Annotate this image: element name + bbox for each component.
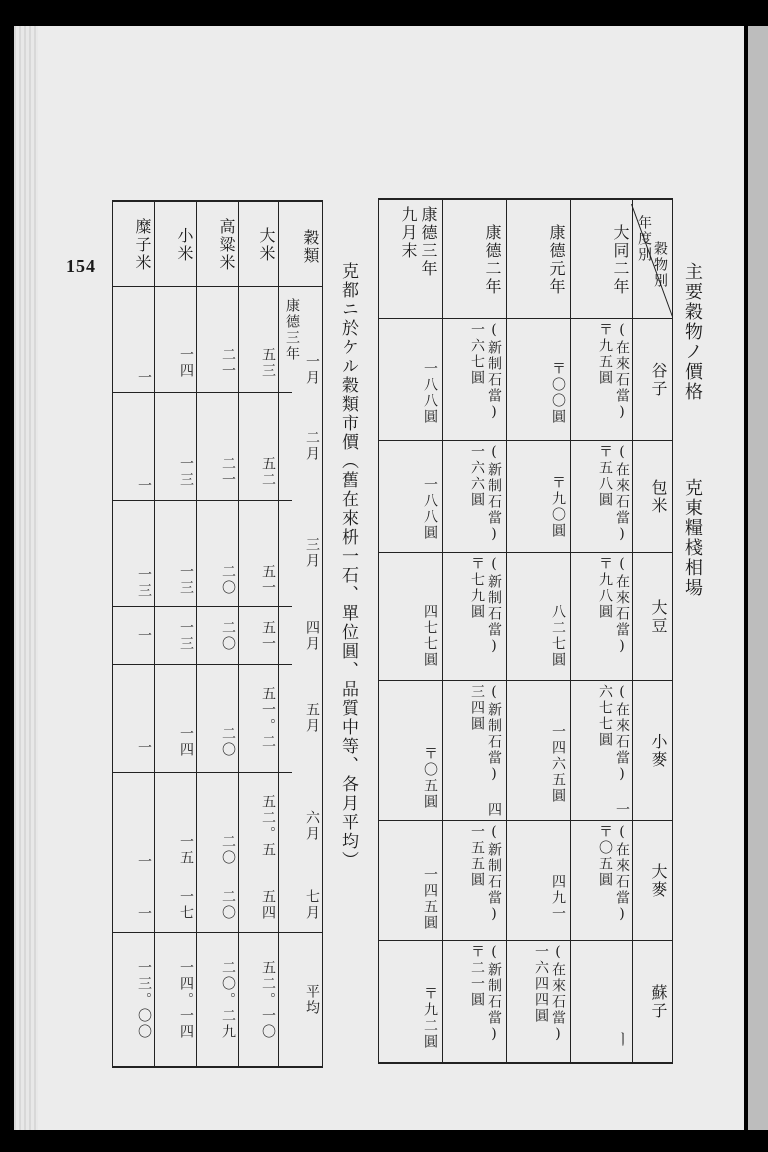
column-header: 小麥 — [649, 733, 668, 769]
price-cell: 一四。一四 — [178, 960, 194, 1040]
price-cell: 五二 — [260, 456, 276, 488]
grain-label: 高粱米 — [217, 218, 236, 272]
column-header: 蘇子 — [649, 984, 668, 1020]
price-cell: (新制石當) 一五五圓 — [469, 824, 502, 924]
row-label: 康德元年 — [547, 224, 566, 296]
column-header: 包米 — [649, 479, 668, 515]
market-price-caption: 克都ニ於ケル穀類市價（舊在來枡一石、單位圓、品質中等、各月平均） — [338, 262, 358, 870]
month-header: 二月 — [304, 430, 320, 462]
month-header: 一月 — [304, 354, 320, 386]
month-header: 六月 — [304, 810, 320, 842]
grain-type-header: 穀類 — [301, 229, 320, 265]
price-cell: 一五 — [178, 834, 194, 866]
price-cell: (新制石當) 四三四圓 — [469, 684, 502, 818]
price-cell: 二〇 — [220, 726, 236, 758]
price-cell: 五二。一〇 — [260, 960, 276, 1040]
price-cell: (新制石當) 一六六圓 — [469, 444, 502, 544]
price-cell: 〒〇〇圓 — [550, 361, 566, 425]
page-number: 154 — [66, 256, 96, 276]
row-label: 康德二年 — [483, 224, 502, 296]
price-cell: (在來石當) 一六四四圓 — [533, 944, 566, 1044]
month-header: 五月 — [304, 702, 320, 734]
price-cell: 二〇 — [220, 889, 236, 921]
price-cell: 一 — [136, 370, 152, 386]
price-cell: 一四五圓 — [422, 867, 438, 931]
month-header: 七月 — [304, 889, 320, 921]
price-cell: 一七 — [178, 889, 194, 921]
price-cell: (新制石當) 〒七九圓 — [469, 556, 502, 656]
price-cell: 五二。五 — [260, 794, 276, 858]
price-cell: 一 — [136, 628, 152, 644]
price-cell: 二〇 — [220, 564, 236, 596]
grain-label: 糜子米 — [133, 218, 152, 272]
month-header: 三月 — [304, 537, 320, 569]
column-header: 谷子 — [649, 362, 668, 398]
price-cell: 一三。〇〇 — [136, 960, 152, 1040]
price-cell: 一四六五圓 — [550, 724, 566, 804]
price-cell: 一 — [136, 854, 152, 870]
price-cell: 〒九〇圓 — [550, 475, 566, 539]
row-label: 康德三年 九月末 — [399, 206, 438, 278]
price-cell: 五一 — [260, 564, 276, 596]
corner-year-label: 年度別 — [636, 215, 652, 263]
binding-edge — [14, 26, 38, 1130]
price-cell: (新制石當) 一六七圓 — [469, 322, 502, 422]
price-cell: (在來石當) 〒九五圓 — [597, 322, 630, 422]
month-header: 平均 — [304, 984, 320, 1016]
price-cell: 一四 — [178, 347, 194, 379]
price-cell: 五三 — [260, 347, 276, 379]
price-cell: 〒九二圓 — [422, 986, 438, 1050]
month-header: 四月 — [304, 620, 320, 652]
column-header: 大麥 — [649, 863, 668, 899]
price-cell: 二一 — [220, 456, 236, 488]
price-cell: (在來石當) 〒九八圓 — [597, 556, 630, 656]
price-cell: 一 — [136, 906, 152, 922]
price-cell: 二〇 — [220, 620, 236, 652]
price-cell: 一三 — [136, 567, 152, 599]
price-cell: 五一。二 — [260, 686, 276, 750]
price-cell: 二〇。二九 — [220, 960, 236, 1040]
price-cell: (在來石當) 一六七七圓 — [597, 684, 630, 818]
price-cell: 一八八圓 — [422, 361, 438, 425]
price-cell: 一四 — [178, 726, 194, 758]
price-cell: 〒〇五圓 — [422, 746, 438, 810]
price-cell: 一 — [136, 478, 152, 494]
row-label: 大同二年 — [611, 224, 630, 296]
grain-label: 大米 — [257, 227, 276, 263]
price-cell: (新制石當) 〒二一圓 — [469, 944, 502, 1044]
price-cell: 五四 — [260, 889, 276, 921]
price-cell: 八二七圓 — [550, 604, 566, 668]
price-cell: 一三 — [178, 620, 194, 652]
price-cell: 四七七圓 — [422, 604, 438, 668]
next-page-edge — [748, 26, 768, 1130]
price-cell: (在來石當) 〒五八圓 — [597, 444, 630, 544]
price-cell: 二〇 — [220, 834, 236, 866]
price-cell: 一八八圓 — [422, 477, 438, 541]
year-header: 康德三年 — [284, 298, 300, 362]
grain-label: 小米 — [175, 227, 194, 263]
price-cell: (在來石當) 〒〇五圓 — [597, 824, 630, 924]
price-cell: 一三 — [178, 456, 194, 488]
price-cell: 二一 — [220, 347, 236, 379]
sub-title: 克東糧棧相場 — [682, 478, 703, 598]
price-cell: ㅣ — [614, 1032, 630, 1048]
corner-grain-label: 穀物別 — [652, 241, 668, 289]
price-cell: 一三 — [178, 564, 194, 596]
price-cell: 四九一 — [550, 874, 566, 922]
main-title: 主要穀物ノ價格 — [682, 262, 703, 402]
price-cell: 五一 — [260, 620, 276, 652]
price-cell: 一 — [136, 740, 152, 756]
column-header: 大豆 — [649, 599, 668, 635]
